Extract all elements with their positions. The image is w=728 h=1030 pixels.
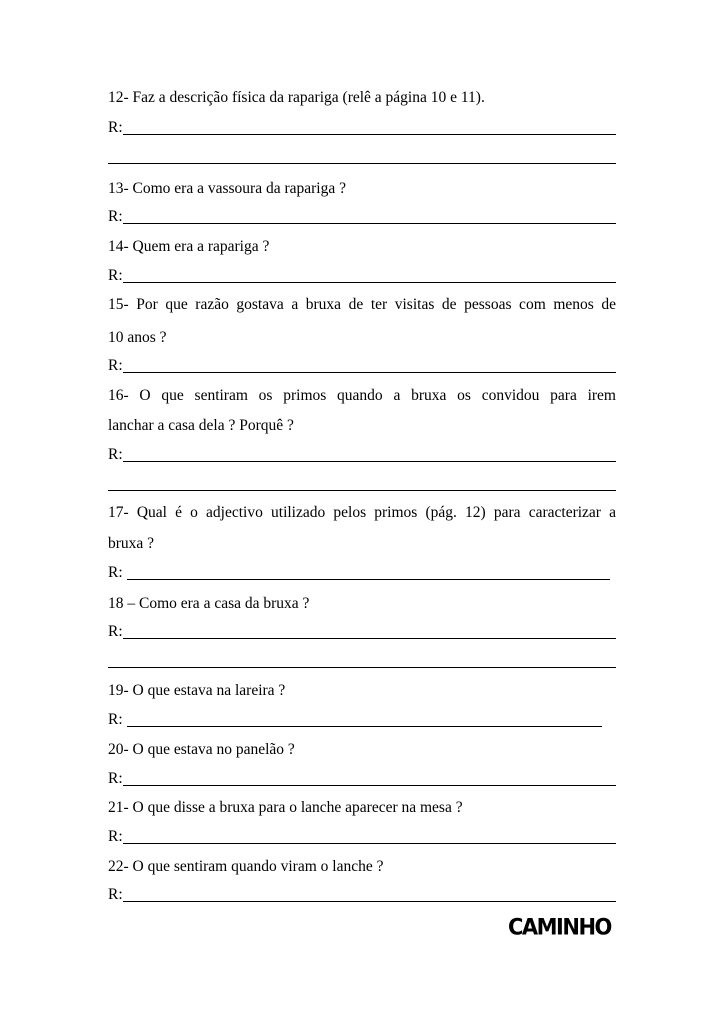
question-16-line-2: lanchar a casa dela ? Porquê ?: [108, 417, 294, 434]
answer-label: R:: [108, 711, 127, 728]
answer-line-14: [108, 266, 616, 286]
answer-rule: [123, 623, 616, 639]
question-18: 18 – Como era a casa da bruxa ?: [108, 595, 310, 612]
answer-label: R:: [108, 357, 123, 374]
answer-label: R:: [108, 564, 127, 581]
answer-rule: [123, 119, 616, 135]
answer-extra-rule-12: [108, 163, 616, 164]
answer-rule: [127, 564, 610, 580]
caminho-logo: CAMINHO: [508, 914, 611, 940]
answer-label: R:: [108, 828, 123, 845]
question-21: 21- O que disse a bruxa para o lanche aparecer na mesa ?: [108, 799, 463, 816]
answer-line-20: [108, 769, 616, 789]
answer-rule: [123, 828, 616, 844]
question-17-line-1: 17- Qual é o adjectivo utilizado pelos primos (pág. 12) para caracterizar a: [108, 504, 616, 521]
answer-label: R:: [108, 770, 123, 787]
answer-line-12: [108, 118, 616, 138]
question-16-line-1: 16- O que sentiram os primos quando a bruxa os convidou para irem: [108, 387, 616, 404]
answer-rule: [123, 770, 616, 786]
answer-rule: [123, 267, 616, 283]
question-15-line-2: 10 anos ?: [108, 329, 167, 346]
answer-rule: [127, 711, 602, 727]
question-15-line-1: 15- Por que razão gostava a bruxa de ter visitas de pessoas com menos de: [108, 296, 616, 313]
question-20: 20- O que estava no panelão ?: [108, 741, 295, 758]
answer-rule: [123, 208, 616, 224]
answer-line-17: [108, 563, 610, 583]
answer-line-18: [108, 622, 616, 642]
answer-line-15: [108, 356, 616, 376]
answer-line-22: [108, 885, 616, 905]
question-19: 19- O que estava na lareira ?: [108, 682, 286, 699]
question-22: 22- O que sentiram quando viram o lanche ?: [108, 858, 384, 875]
answer-label: R:: [108, 208, 123, 225]
answer-label: R:: [108, 267, 123, 284]
answer-extra-rule-16: [108, 490, 616, 491]
answer-rule: [123, 886, 616, 902]
answer-label: R:: [108, 623, 123, 640]
answer-line-16: [108, 445, 616, 465]
question-14: 14- Quem era a rapariga ?: [108, 238, 270, 255]
answer-label: R:: [108, 886, 123, 903]
answer-extra-rule-18: [108, 667, 616, 668]
question-17-line-2: bruxa ?: [108, 535, 155, 552]
answer-line-19: [108, 710, 602, 730]
answer-rule: [123, 446, 616, 462]
answer-label: R:: [108, 446, 123, 463]
answer-line-21: [108, 827, 616, 847]
answer-label: R:: [108, 119, 123, 136]
answer-line-13: [108, 207, 616, 227]
question-13: 13- Como era a vassoura da rapariga ?: [108, 180, 346, 197]
question-12: 12- Faz a descrição física da rapariga (relê a página 10 e 11).: [108, 89, 485, 106]
answer-rule: [123, 357, 616, 373]
